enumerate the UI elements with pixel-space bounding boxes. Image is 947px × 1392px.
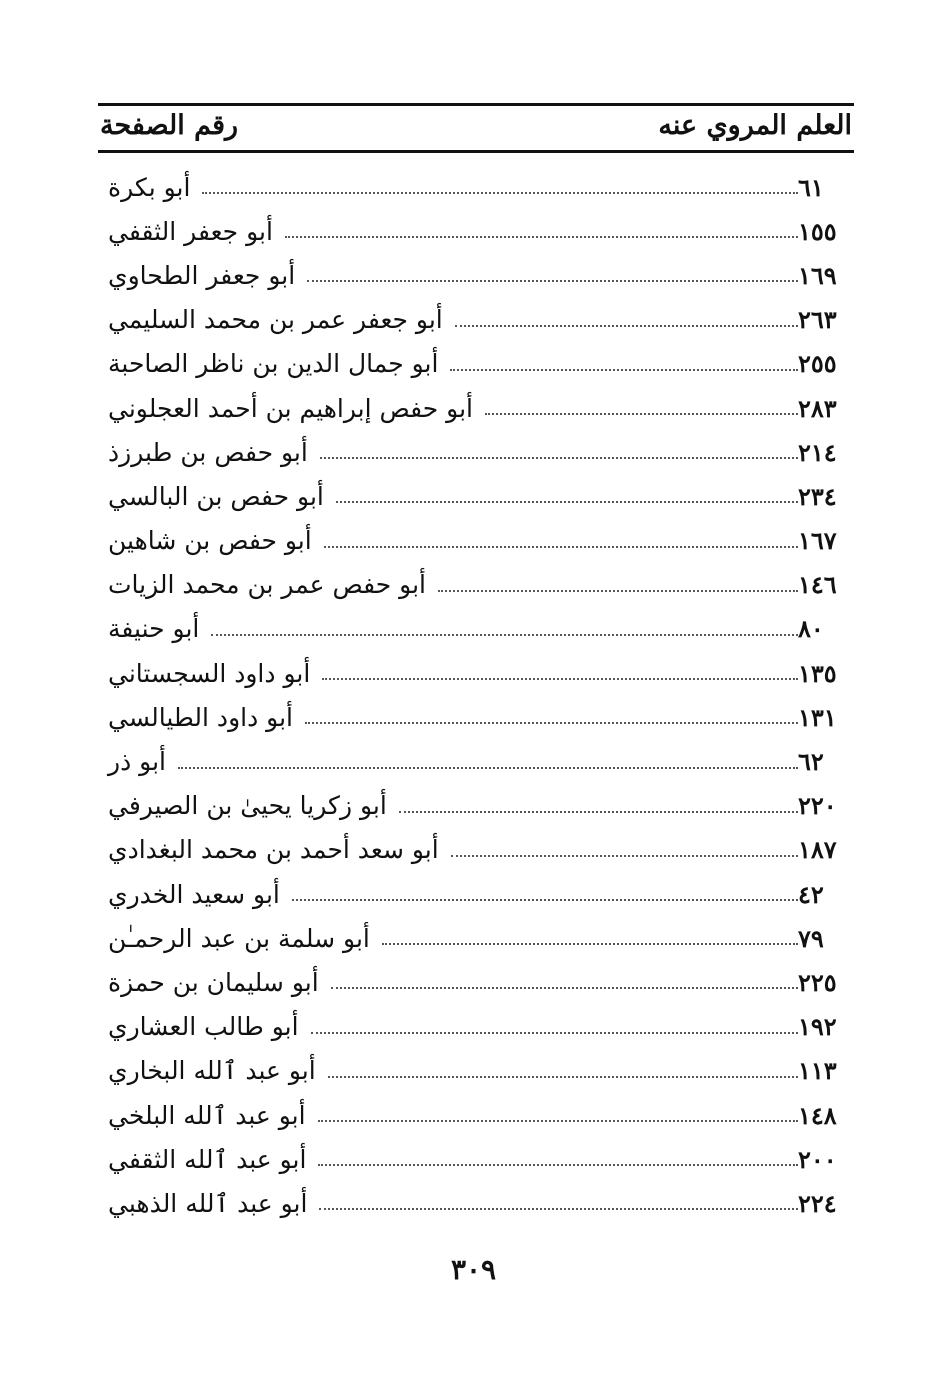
list-item	[98, 298, 850, 342]
entry-name: أبو جمال الدين بن ناظر الصاحبة	[108, 349, 439, 379]
dot-leader	[455, 325, 798, 327]
list-item	[98, 1049, 850, 1093]
list-item	[98, 474, 850, 518]
dot-leader	[319, 1208, 798, 1210]
list-item	[98, 1005, 850, 1049]
entry-page-number: ١٥٥	[798, 216, 837, 246]
dot-leader	[336, 501, 798, 503]
entry-name: أبو جعفر عمر بن محمد السليمي	[108, 305, 443, 335]
entry-name: أبو عبد ٱلله البلخي	[108, 1100, 306, 1130]
dot-leader	[399, 811, 798, 813]
list-item	[98, 430, 850, 474]
list-item	[98, 519, 850, 563]
dot-leader	[318, 1120, 798, 1122]
list-item	[98, 872, 850, 916]
list-item	[98, 1093, 850, 1137]
entry-name: أبو حفص بن طبرزذ	[108, 437, 308, 467]
entry-page-number: ٧٩	[798, 923, 824, 953]
dot-leader	[450, 369, 798, 371]
list-item	[98, 651, 850, 695]
list-item	[98, 1181, 850, 1225]
entry-name: أبو سليمان بن حمزة	[108, 967, 319, 997]
entry-page-number: ٢٠٠	[798, 1144, 837, 1174]
header-page-column: رقم الصفحة	[100, 110, 239, 141]
entry-page-number: ٢٢٤	[798, 1188, 837, 1218]
dot-leader	[202, 192, 798, 194]
entry-page-number: ١٣١	[798, 702, 837, 732]
entry-name: أبو حفص عمر بن محمد الزيات	[108, 570, 427, 600]
entry-page-number: ١٩٢	[798, 1012, 837, 1042]
entry-page-number: ١٨٧	[798, 835, 837, 865]
entry-page-number: ٤٢	[798, 879, 824, 909]
entry-name: أبو عبد ٱلله البخاري	[108, 1056, 316, 1086]
entry-name: أبو طالب العشاري	[108, 1012, 299, 1042]
dot-leader	[318, 1164, 798, 1166]
entry-page-number: ٢٢٠	[798, 791, 837, 821]
entry-name: أبو عبد ٱلله الثقفي	[108, 1144, 307, 1174]
list-item	[98, 607, 850, 651]
entry-page-number: ٢٣٤	[798, 481, 837, 511]
list-item	[98, 253, 850, 297]
dot-leader	[331, 987, 798, 989]
entry-page-number: ١٤٨	[798, 1100, 837, 1130]
entry-name: أبو ذر	[108, 747, 166, 777]
entry-name: أبو زكريا يحيىٰ بن الصيرفي	[108, 791, 387, 821]
entry-name: أبو بكرة	[108, 172, 191, 202]
page-number: ٣٠٩	[450, 1253, 497, 1286]
dot-leader	[292, 899, 798, 901]
dot-leader	[211, 634, 798, 636]
dot-leader	[307, 280, 798, 282]
entry-name: أبو سلمة بن عبد الرحمـٰن	[108, 923, 370, 953]
list-item	[98, 165, 850, 209]
dot-leader	[311, 1032, 798, 1034]
dot-leader	[328, 1076, 798, 1078]
dot-leader	[438, 590, 798, 592]
entry-page-number: ٦٢	[798, 747, 824, 777]
table-header	[98, 103, 854, 153]
dot-leader	[451, 855, 798, 857]
entry-page-number: ٦١	[798, 172, 824, 202]
entry-name: أبو جعفر الطحاوي	[108, 260, 296, 290]
entry-name: أبو حفص بن شاهين	[108, 526, 312, 556]
list-item	[98, 960, 850, 1004]
list-item	[98, 828, 850, 872]
list-item	[98, 784, 850, 828]
list-item	[98, 563, 850, 607]
dot-leader	[382, 943, 798, 945]
entry-page-number: ١٦٩	[798, 260, 837, 290]
header-name-column: العلم المروي عنه	[658, 110, 852, 141]
list-item	[98, 695, 850, 739]
entry-page-number: ١٦٧	[798, 526, 837, 556]
entry-page-number: ٨٠	[798, 614, 824, 644]
dot-leader	[320, 457, 798, 459]
dot-leader	[285, 236, 798, 238]
entry-page-number: ٢٦٣	[798, 305, 837, 335]
list-item	[98, 209, 850, 253]
entry-name: أبو سعيد الخدري	[108, 879, 280, 909]
entry-page-number: ١٣٥	[798, 658, 837, 688]
dot-leader	[322, 678, 798, 680]
entry-page-number: ٢١٤	[798, 437, 837, 467]
list-item	[98, 739, 850, 783]
entry-name: أبو حفص بن البالسي	[108, 481, 324, 511]
dot-leader	[485, 413, 798, 415]
entry-page-number: ٢٥٥	[798, 349, 837, 379]
entry-page-number: ١١٣	[798, 1056, 837, 1086]
entry-name: أبو حنيفة	[108, 614, 200, 644]
entry-name: أبو جعفر الثقفي	[108, 216, 273, 246]
dot-leader	[305, 722, 798, 724]
entry-name: أبو سعد أحمد بن محمد البغدادي	[108, 835, 439, 865]
list-item	[98, 386, 850, 430]
entry-name: أبو عبد ٱلله الذهبي	[108, 1188, 308, 1218]
entry-page-number: ١٤٦	[798, 570, 837, 600]
list-item	[98, 342, 850, 386]
entry-name: أبو داود الطيالسي	[108, 702, 293, 732]
dot-leader	[324, 546, 798, 548]
entry-page-number: ٢٢٥	[798, 967, 837, 997]
entry-name: أبو حفص إبراهيم بن أحمد العجلوني	[108, 393, 474, 423]
entry-name: أبو داود السجستاني	[108, 658, 311, 688]
dot-leader	[178, 767, 798, 769]
list-item	[98, 916, 850, 960]
entry-page-number: ٢٨٣	[798, 393, 837, 423]
list-item	[98, 1137, 850, 1181]
index-list	[98, 165, 850, 1226]
